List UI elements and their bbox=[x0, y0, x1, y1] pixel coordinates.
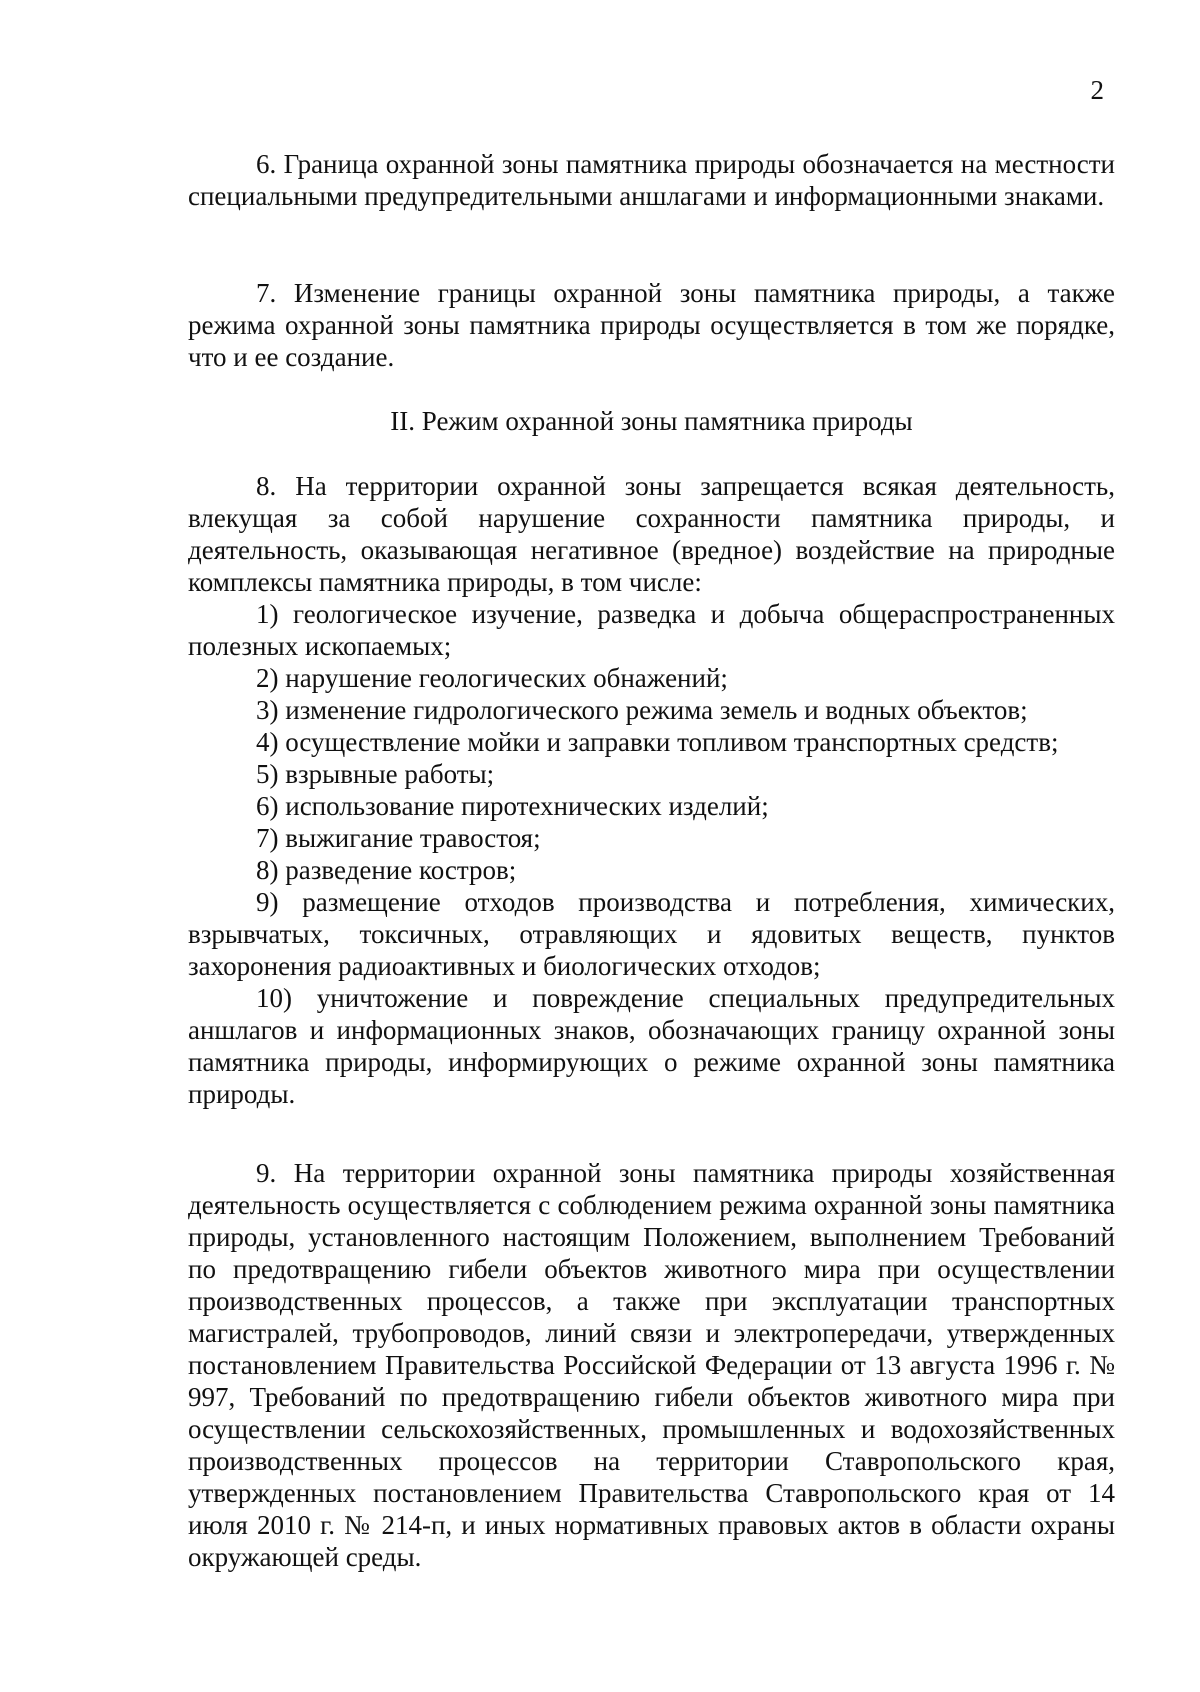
list-item-8: 8) разведение костров; bbox=[256, 855, 517, 885]
section-heading: II. Режим охранной зоны памятника природы bbox=[390, 406, 913, 436]
page-number: 2 bbox=[1090, 75, 1104, 105]
paragraph-7-text: 7. Изменение границы охранной зоны памятника природы, а также режима охранной зоны памятника природы осуществляется в том же порядке, что и ее создание. bbox=[188, 278, 1115, 372]
paragraph-8 bbox=[188, 470, 1115, 1110]
list-item-2: 2) нарушение геологических обнажений; bbox=[256, 663, 728, 693]
paragraph-9-text: 9. На территории охранной зоны памятника природы хозяйственная деятельность осуществляется с соблюдением режима охранной зоны памятника природы, установленного настоящим Положением, выполнением Требований по предотвращению гибели объектов животного мира при осуществлении производственных процессов, а также при эксплуатации транспортных магистралей, трубопроводов, линий связи и электропередачи, утвержденных постановлением Правительства Российской Федерации от 13 августа 1996 г. № 997, Требований по предотвращению гибели объектов животного мира при осуществлении сельскохозяйственных, промышленных и водохозяйственных производственных процессов на территории Ставропольского края, утвержденных постановлением Правительства Ставропольского края от 14 июля 2010 г. № 214-п, и иных нормативных правовых актов в области охраны окружающей среды. bbox=[188, 1158, 1115, 1572]
list-item-10: 10) уничтожение и повреждение специальных предупредительных аншлагов и информационных знаков, обозначающих границу охранной зоны памятника природы, информирующих о режиме охранной зоны памятника природы. bbox=[188, 983, 1115, 1109]
paragraph-6 bbox=[188, 148, 1115, 212]
list-item-6: 6) использование пиротехнических изделий; bbox=[256, 791, 769, 821]
list-item-1: 1) геологическое изучение, разведка и добыча общераспространенных полезных ископаемых; bbox=[188, 599, 1115, 661]
paragraph-9 bbox=[188, 1157, 1115, 1573]
list-item-5: 5) взрывные работы; bbox=[256, 759, 495, 789]
list-item-3: 3) изменение гидрологического режима земель и водных объектов; bbox=[256, 695, 1028, 725]
paragraph-6-text: 6. Граница охранной зоны памятника природы обозначается на местности специальными предупредительными аншлагами и информационными знаками. bbox=[188, 149, 1115, 211]
list-item-9: 9) размещение отходов производства и потребления, химических, взрывчатых, токсичных, отравляющих и ядовитых веществ, пунктов захоронения радиоактивных и биологических отходов; bbox=[188, 887, 1115, 981]
paragraph-7 bbox=[188, 277, 1115, 373]
list-item-4: 4) осуществление мойки и заправки топливом транспортных средств; bbox=[256, 727, 1059, 757]
list-item-7: 7) выжигание травостоя; bbox=[256, 823, 541, 853]
paragraph-8-intro: 8. На территории охранной зоны запрещается всякая деятельность, влекущая за собой нарушение сохранности памятника природы, и деятельность, оказывающая негативное (вредное) воздействие на природные комплексы памятника природы, в том числе: bbox=[188, 471, 1115, 597]
